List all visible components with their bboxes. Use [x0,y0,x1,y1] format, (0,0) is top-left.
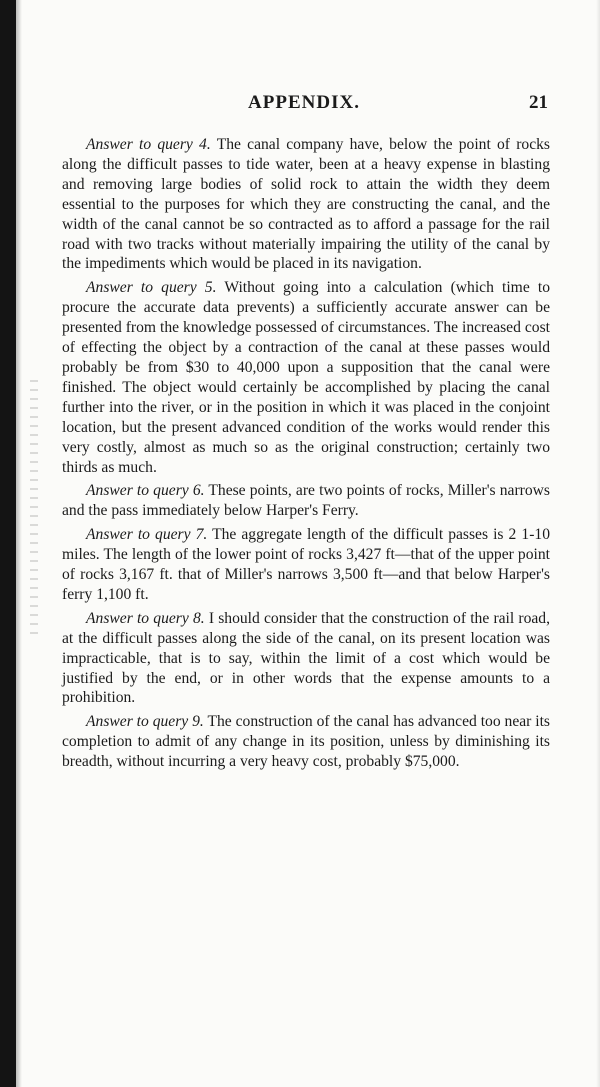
answer-lead-6: Answer to query 6. [86,482,205,500]
book-binding-edge [0,0,16,1087]
page-edge [596,0,600,1087]
binding-shadow [16,0,22,1087]
page-header [60,92,548,116]
answer-paragraph-7 [62,525,550,605]
answer-paragraph-9 [62,712,550,772]
answer-lead-9: Answer to query 9. [86,713,204,731]
answer-lead-5: Answer to query 5. [86,279,217,297]
answer-text-8: I should consider that the construction of the rail road, at the difficult passes along the side of the canal, on its present location was impracticable, that is to say, within the limit of a cost which would be justified by the end, or in other words that the expense amounts to a prohibition. [62,609,551,707]
answer-paragraph-4 [62,135,550,274]
answer-lead-4: Answer to query 4. [86,136,211,153]
answer-lead-7: Answer to query 7. [86,526,208,544]
page-number: 21 [529,92,548,113]
answer-text-7: The aggregate length of the difficult passes is 2 1-10 miles. The length of the lower point of rocks 3,427 ft—that of the upper point of rocks 3,167 ft. that of Miller's narrows 3,500 ft—and that below Harper's ferry 1,100 ft. [62,526,550,603]
answer-paragraph-6 [62,481,550,521]
running-title: APPENDIX. [248,92,360,113]
answer-paragraph-8 [62,609,550,709]
gutter-specks [30,380,38,640]
answer-text-4: The canal company have, below the point of rocks along the difficult passes to tide water, been at a heavy expense in blasting and removing large bodies of solid rock to attain the width they deem essential to the purposes for which they are constructing the canal, and the width of the canal cannot be so contracted as to afford a passage for the rail road with two tracks without materially impairing the utility of the canal by the impediments which would be placed in its navigation. [62,136,550,273]
answer-text-6: These points, are two points of rocks, Miller's narrows and the pass immediately below Harper's Ferry. [62,482,550,520]
body-text [62,135,550,776]
answer-text-5: Without going into a calculation (which time to procure the accurate data prevents) a sufficiently accurate answer can be presented from the knowledge possessed of circumstances. The increased cost of effecting the object by a contraction of the canal at these passes would probably be from $30 to 40,000 upon a supposition that the canal were finished. The object would certainly be accomplished by placing the canal further into the river, or in the position in which it was placed in the conjoint location, but the present advanced condition of the works would render this very costly, almost as much so as the original construction; certainly two thirds as much. [62,279,550,476]
answer-lead-8: Answer to query 8. [86,609,205,627]
answer-paragraph-5 [62,278,550,477]
answer-text-9: The construction of the canal has advanced too near its completion to admit of any change in its position, unless by diminishing its breadth, without incurring a very heavy cost, probably $75,000. [62,713,550,771]
